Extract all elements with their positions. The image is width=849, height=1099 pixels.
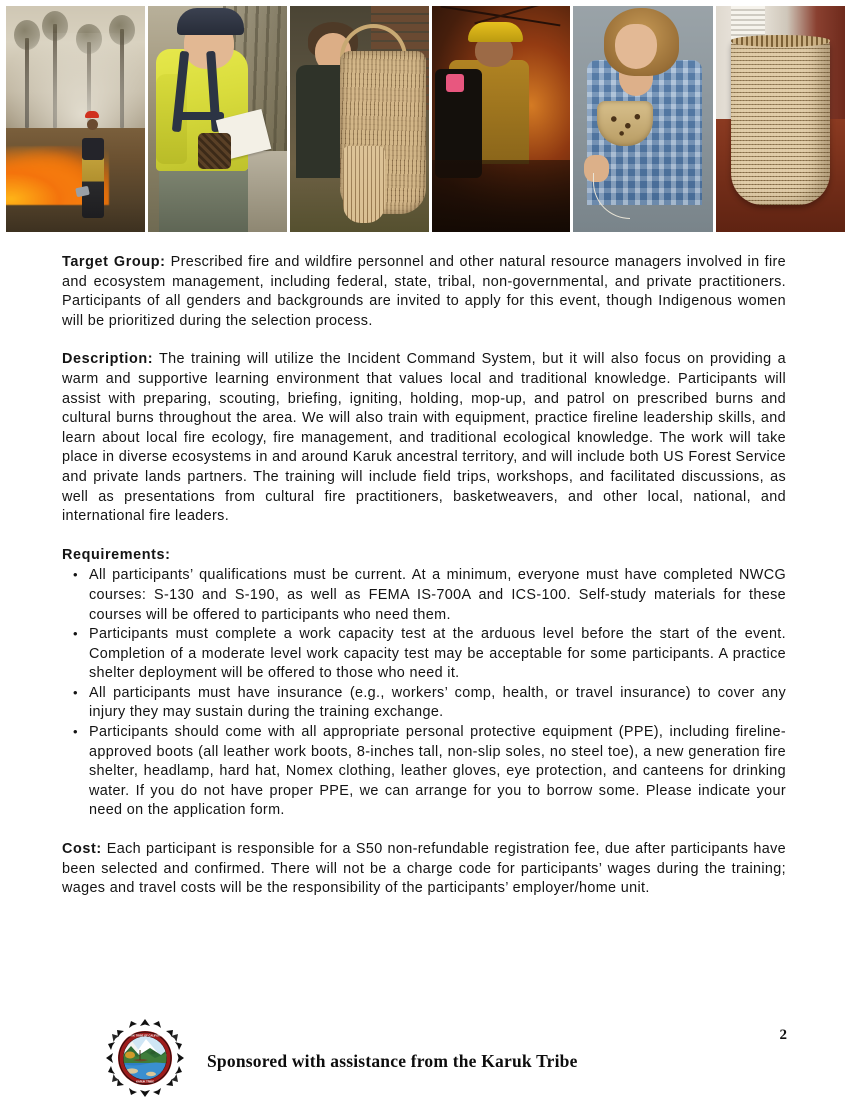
sponsor-text: Sponsored with assistance from the Karuk Tribe [207,1051,578,1071]
header-image-firefighter-reading [148,6,287,232]
header-image-firefighter-wildfire [432,6,570,232]
seal-top-text: KARUK TRIBE OF CALIFORNIA [125,1034,165,1038]
page-number: 2 [779,1027,787,1043]
paragraph-cost [62,840,786,899]
header-image-weaver-with-cap [573,6,713,232]
seal-bottom-text: KARUK TRIBE [136,1080,154,1084]
list-item: • Participants should come with all appropriate personal protective equipment (PPE), including fireline-approved boots (all leather work boots, 8-inches tall, non-slip soles, no steel toe), a new generation fire shelter, headlamp, hard hat, Nomex clothing, leather gloves, eye protection, and canteens for drinking water. If you do not have proper PPE, we can arrange for you to borrow some. Please indicate your need on the application form. [62,723,786,821]
target-group-label: Target Group: [62,254,166,270]
header-image-basketweaver [290,6,429,232]
document-body [62,253,786,918]
page-footer [0,1013,849,1099]
requirements-list [62,566,786,821]
karuk-tribe-seal-icon [106,1019,184,1097]
description-label: Description: [62,351,154,368]
header-photo-strip [0,0,849,238]
cost-body: Each participant is responsible for a S50 non-refundable registration fee, due after participants have been selected and confirmed. There will not be a charge code for participants’ wages during the training; wages and travel costs will be the responsibility of the participants’ employer/home unit. [62,841,786,897]
description-body: The training will utilize the Incident Command System, but it will also focus on providing a warm and supportive learning environment that values local and traditional knowledge. Participants will assist with preparing, scouting, briefing, igniting, holding, mop-up, and patrol on prescribed burns and cultural burns throughout the area. We will also train with equipment, practice fireline leadership skills, and learn about local fire ecology, fire management, and traditional ecological knowledge. The work will take place in diverse ecosystems in and around Karuk ancestral territory, and will include both US Forest Service and private lands partners. The training will include field trips, workshops, and facilitated discussions, as well as presentations from cultural fire practitioners, basketweavers, and other local, national, and international fire leaders. [62,351,786,525]
list-item: • Participants must complete a work capacity test at the arduous level before the start of the event. Completion of a moderate level work capacity test may be acceptable for some participants. A practice shelter deployment will be offered to those who need it. [62,625,786,684]
list-item: • All participants’ qualifications must be current. At a minimum, everyone must have completed NWCG courses: S-130 and S-190, as well as FEMA IS-700A and ICS-100. Self-study materials for these courses will be offered to participants who need them. [62,566,786,625]
paragraph-description [62,350,786,526]
list-item: • All participants must have insurance (e.g., workers’ comp, health, or travel insurance) to cover any injury they may sustain during the training exchange. [62,684,786,723]
header-image-prescribed-burn [6,6,145,232]
paragraph-target-group [62,253,786,331]
requirements-heading: Requirements: [62,546,171,563]
cost-label: Cost: [62,841,102,858]
target-group-body: Prescribed fire and wildfire personnel and other natural resource managers involved in fire and ecosystem management, including federal, state, tribal, non-governmental, and private practitioners. Participants of all genders and backgrounds are invited to apply for this event, though Indigenous women will be prioritized during the selection process. [62,254,786,329]
header-image-finished-basket [716,6,845,232]
